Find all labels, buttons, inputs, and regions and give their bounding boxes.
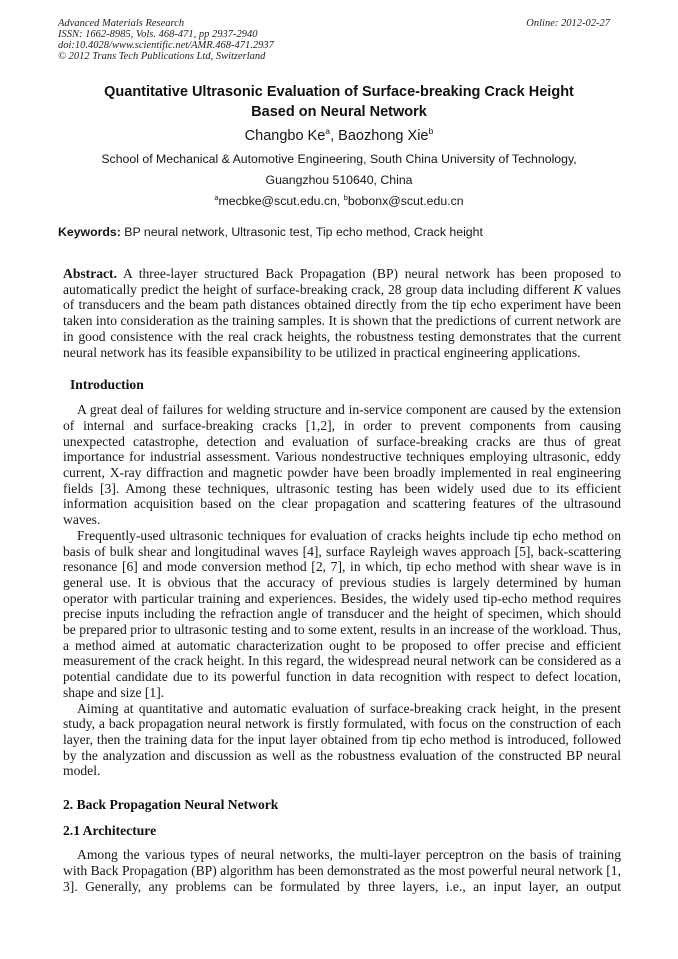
affiliation-line-2: Guangzhou 510640, China bbox=[265, 173, 413, 187]
title-line-2: Based on Neural Network bbox=[251, 104, 427, 120]
section-heading-introduction: Introduction bbox=[70, 377, 144, 393]
copyright-line: © 2012 Trans Tech Publications Ltd, Switzerland bbox=[58, 51, 266, 62]
architecture-paragraph-1: Among the various types of neural networks, the multi-layer perceptron on the basis of training with Back Propagation (BP) algorithm has been demonstrated as the most powerful neural network [1, 3]. Generally, any problems can be formulated by three layers, i.e., an input layer, an output bbox=[63, 847, 621, 894]
intro-paragraph-1: A great deal of failures for welding structure and in-service component are caused by the extension of internal and surface-breaking cracks [1,2], in order to prevent components from causing unexpected catastrophe, detection and evaluation of surface-breaking cracks are thus of great importance for industrial assessment. Various nondestructive techniques employing ultrasonic, eddy current, X-ray diffraction and magnetic powder have been broadly implemented in real engineering fields [3]. Among these techniques, ultrasonic testing has been widely used due to its efficient information acquisition based on the clear propagation and scattering features of the ultrasound waves. bbox=[63, 402, 621, 528]
doi-line: doi:10.4028/www.scientific.net/AMR.468-471.2937 bbox=[58, 40, 274, 51]
abstract-text-1: A three-layer structured Back Propagation (BP) neural network has been proposed to automatically predict the height of surface-breaking crack, 28 group data including different bbox=[63, 266, 621, 297]
keywords-label: Keywords: bbox=[58, 225, 121, 239]
paper-title bbox=[30, 82, 648, 122]
author-1-superscript: a bbox=[325, 126, 331, 137]
section-heading-2: 2. Back Propagation Neural Network bbox=[63, 797, 279, 813]
author-1-name: Changbo Ke bbox=[244, 128, 326, 144]
journal-name: Advanced Materials Research bbox=[58, 18, 185, 29]
intro-paragraph-3: Aiming at quantitative and automatic evaluation of surface-breaking crack height, in the present study, a back propagation neural network is firstly formulated, with focus on the construction of each layer, then the training data for the input layer obtained from tip echo method is introduced, followed by the analyzation and discussion as well as the robustness evaluation of the constructed BP neural model. bbox=[63, 700, 621, 779]
journal-header bbox=[0, 0, 678, 62]
emails-line bbox=[0, 191, 678, 212]
email-superscript-a: a bbox=[214, 192, 219, 202]
keywords-line bbox=[58, 224, 621, 240]
keywords-text: BP neural network, Ultrasonic test, Tip echo method, Crack height bbox=[120, 225, 483, 239]
section-heading-2-1: 2.1 Architecture bbox=[63, 823, 157, 839]
abstract-paragraph bbox=[63, 266, 621, 360]
email-address-1: mecbke@scut.edu.cn, bbox=[218, 194, 344, 208]
abstract-label: Abstract. bbox=[63, 266, 117, 281]
author-2-name: , Baozhong Xie bbox=[330, 128, 429, 144]
affiliation-line-1: School of Mechanical & Automotive Engineering, South China University of Technology, bbox=[101, 152, 577, 166]
authors-line bbox=[0, 126, 678, 146]
email-superscript-b: b bbox=[343, 192, 348, 202]
affiliation-block bbox=[0, 149, 678, 191]
intro-paragraph-2: Frequently-used ultrasonic techniques for evaluation of cracks heights include tip echo method on basis of bulk shear and longitudinal waves [4], surface Rayleigh waves approach [5], back-scattering resonance [6] and mode conversion method [2, 7], in which, tip echo method with shear wave is in general use. It is obvious that the accuracy of previous studies is largely determined by human operator with particular training and experiences. Besides, the widely used tip-echo method requires precise inputs including the refraction angle of transducer and the height of specimen, which should be prepared prior to ultrasonic testing and to some extent, results in an increase of the workload. Thus, a method aimed at automatic characterization ought to be proposed to offer precise and efficient measurement of the crack height. In this regard, the widespread neural network can be considered as a potential candidate due to its powerful function in data recognition with respect to defect location, shape and size [1]. bbox=[63, 527, 621, 700]
online-date: Online: 2012-02-27 bbox=[526, 18, 610, 29]
title-line-1: Quantitative Ultrasonic Evaluation of Surface-breaking Crack Height bbox=[104, 84, 574, 100]
email-address-2: bobonx@scut.edu.cn bbox=[347, 194, 464, 208]
abstract-text-2: values of transducers and the beam path distances obtained directly from the tip echo experiment have been taken into consideration as the training samples. It is shown that the predictions of current network are in good consistence with the real crack heights, the robustness testing demonstrates that the current neural network has its feasible expansibility to be utilized in practical engineering applications. bbox=[63, 281, 621, 360]
journal-info bbox=[58, 18, 274, 62]
issn-line: ISSN: 1662-8985, Vols. 468-471, pp 2937-2940 bbox=[58, 29, 258, 40]
abstract-k-symbol: K bbox=[573, 281, 583, 297]
author-2-superscript: b bbox=[428, 126, 434, 137]
